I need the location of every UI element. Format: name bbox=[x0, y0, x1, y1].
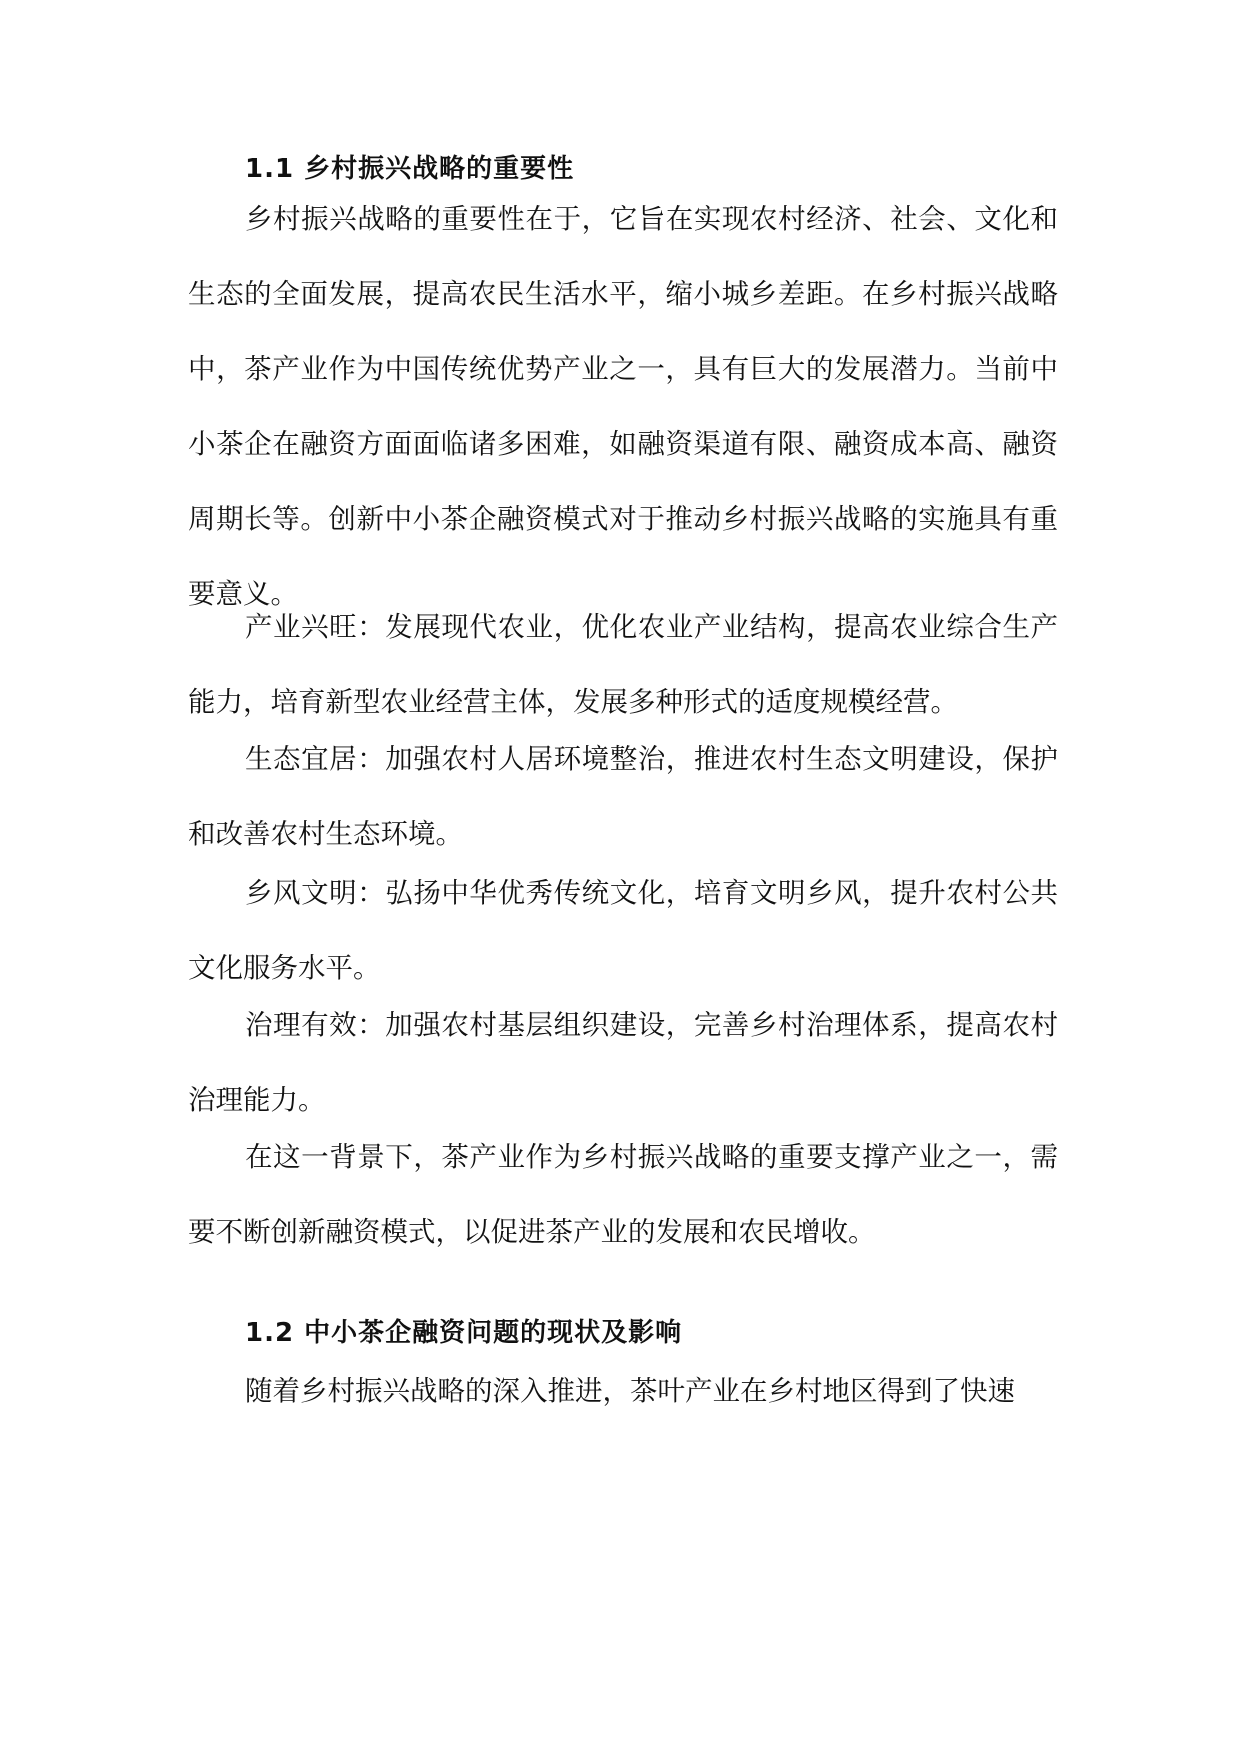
paragraph-effective-governance: 治理有效：加强农村基层组织建设，完善乡村治理体系，提高农村治理能力。 bbox=[188, 1009, 1058, 1116]
paragraph-rural-civilization: 乡风文明：弘扬中华优秀传统文化，培育文明乡风，提升农村公共文化服务水平。 bbox=[188, 877, 1058, 984]
section-heading-1-1: 1.1 乡村振兴战略的重要性 bbox=[245, 154, 575, 184]
paragraph-industry-prosperity: 产业兴旺：发展现代农业，优化农业产业结构，提高农业综合生产能力，培育新型农业经营主体，发展多种形式的适度规模经营。 bbox=[188, 611, 1058, 718]
paragraph-financing-status: 随着乡村振兴战略的深入推进，茶叶产业在乡村地区得到了快速 bbox=[245, 1375, 1015, 1407]
paragraph-tea-industry-background: 在这一背景下，茶产业作为乡村振兴战略的重要支撑产业之一，需要不断创新融资模式，以促进茶产业的发展和农民增收。 bbox=[188, 1141, 1058, 1248]
paragraph-ecological-livability: 生态宜居：加强农村人居环境整治，推进农村生态文明建设，保护和改善农村生态环境。 bbox=[188, 743, 1058, 850]
section-heading-1-2: 1.2 中小茶企融资问题的现状及影响 bbox=[245, 1318, 683, 1348]
paragraph-importance: 乡村振兴战略的重要性在于，它旨在实现农村经济、社会、文化和生态的全面发展，提高农民生活水平，缩小城乡差距。在乡村振兴战略中，茶产业作为中国传统优势产业之一，具有巨大的发展潜力。当前中小茶企在融资方面面临诸多困难，如融资渠道有限、融资成本高、融资周期长等。创新中小茶企融资模式对于推动乡村振兴战略的实施具有重要意义。 bbox=[188, 203, 1058, 610]
